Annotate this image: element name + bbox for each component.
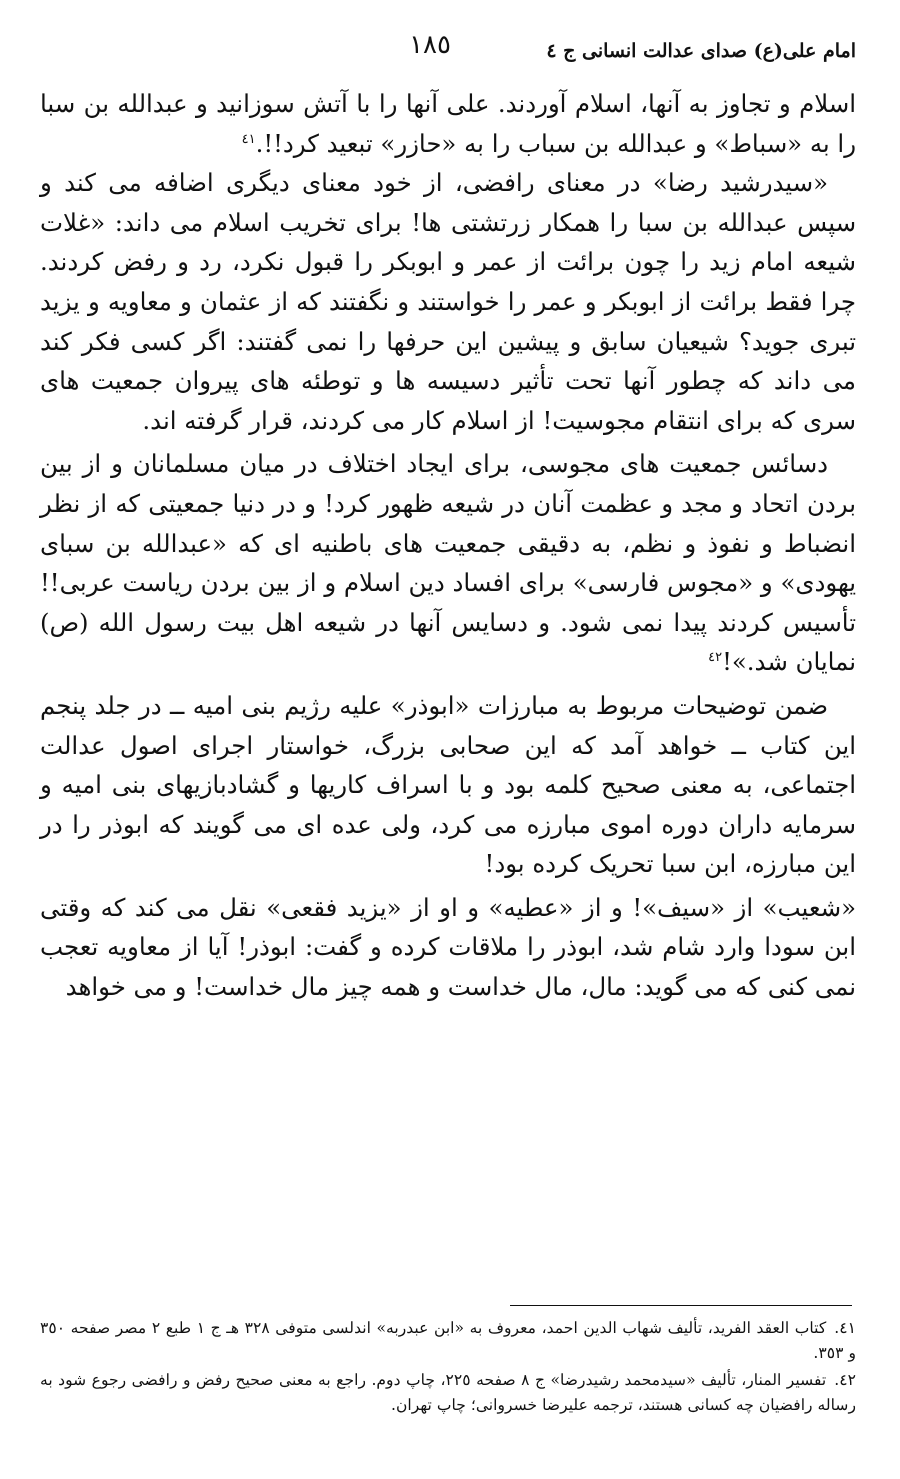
- paragraph: [40, 163, 856, 440]
- footnote-text: تفسیر المنار، تألیف «سیدمحمد رشیدرضا» ج ٨ صفحه ٢٢٥، چاپ دوم. راجع به معنی صحیح رفض و رافضی رجوع شود به رساله رافضیان چه کسانی هستند، ترجمه علیرضا خسروانی؛ چاپ تهران.: [40, 1371, 856, 1414]
- footnote-divider: [510, 1305, 852, 1306]
- paragraph-text: «شعیب» از «سیف»! و از «عطیه» و او از «یزید فقعی» نقل می کند که وقتی ابن سودا وارد شام شد، ابوذر را ملاقات کرده و گفت: ابوذر! آیا از معاویه تعجب نمی کنی که می گوید: مال، مال خداست و همه چیز مال خداست! و می خواهد: [40, 892, 856, 1002]
- paragraph-text: «سیدرشید رضا» در معنای رافضی، از خود معنای دیگری اضافه می کند و سپس عبدالله بن سبا را همکار زرتشتی ها! برای تخریب اسلام می داند: «غلات شیعه امام زید را چون برائت از عمر و ابوبکر را قبول نکرد، رد و رفض کردند. چرا فقط برائت از ابوبکر و عمر را خواستند و نگفتند که از عثمان و معاویه و یزید تبری جوید؟ شیعیان سابق و پیشین این حرفها را نمی گفتند: اگر کسی فکر کند می داند که چطور آنها تحت تأثیر دسیسه ها و توطئه های پیروان جمعیت های سری که برای انتقام مجوسیت! از اسلام کار می کردند، قرار گرفته اند.: [40, 168, 856, 435]
- page-number: ١٨٥: [409, 30, 451, 60]
- footnote: [40, 1368, 856, 1418]
- paragraph: [40, 444, 856, 682]
- page-header: [40, 30, 856, 70]
- paragraph: [40, 686, 856, 884]
- footnote-reference: ٤٢: [708, 650, 723, 666]
- paragraph-text: اسلام و تجاوز به آنها، اسلام آوردند. علی آنها را با آتش سوزانید و عبدالله بن سبا را به «سباط» و عبدالله بن سباب را به «حازر» تبعید کرد!!.: [40, 89, 856, 158]
- running-title: امام علی(ع) صدای عدالت انسانی ج ٤: [546, 40, 856, 62]
- footnote-number: ٤١.: [834, 1319, 856, 1337]
- footnote-text: کتاب العقد الفرید، تألیف شهاب الدین احمد، معروف به «ابن عبدربه» اندلسی متوفی ٣٢٨ هـ ج ١ طبع ٢ مصر صفحه ٣٥٠ و ٣٥٣.: [40, 1319, 856, 1362]
- paragraph-text: ضمن توضیحات مربوط به مبارزات «ابوذر» علیه رژیم بنی امیه ــ در جلد پنجم این کتاب ــ خواهد آمد که این صحابی بزرگ، خواستار اجرای اصول عدالت اجتماعی، به معنی صحیح کلمه بود و با اسراف کاریها و گشادبازیهای بنی امیه و سرمایه داران دوره اموی مبارزه می کرد، ولی عده ای می گویند که ابوذر را در این مبارزه، ابن سبا تحریک کرده بود!: [40, 690, 856, 879]
- paragraph: [40, 84, 856, 163]
- main-text: [40, 84, 856, 1007]
- footnotes: [40, 1316, 856, 1420]
- paragraph-text: دسائس جمعیت های مجوسی، برای ایجاد اختلاف در میان مسلمانان و از بین بردن اتحاد و مجد و عظمت آنان در شیعه ظهور کرد! و در دنیا جمعیتی که از نظر انضباط و نفوذ و نظم، به دقیقی جمعیت های باطنیه ای که «عبدالله بن سبای یهودی» و «مجوس فارسی» برای افساد دین اسلام و از بین بردن ریاست عربی!! تأسیس کردند پیدا نمی شود. و دسایس آنها در شیعه اهل بیت رسول الله (ص) نمایان شد.»!: [40, 449, 857, 677]
- footnote: [40, 1316, 856, 1366]
- footnote-reference: ٤١: [241, 131, 256, 147]
- paragraph: [40, 888, 856, 1007]
- footnote-number: ٤٢.: [834, 1371, 856, 1389]
